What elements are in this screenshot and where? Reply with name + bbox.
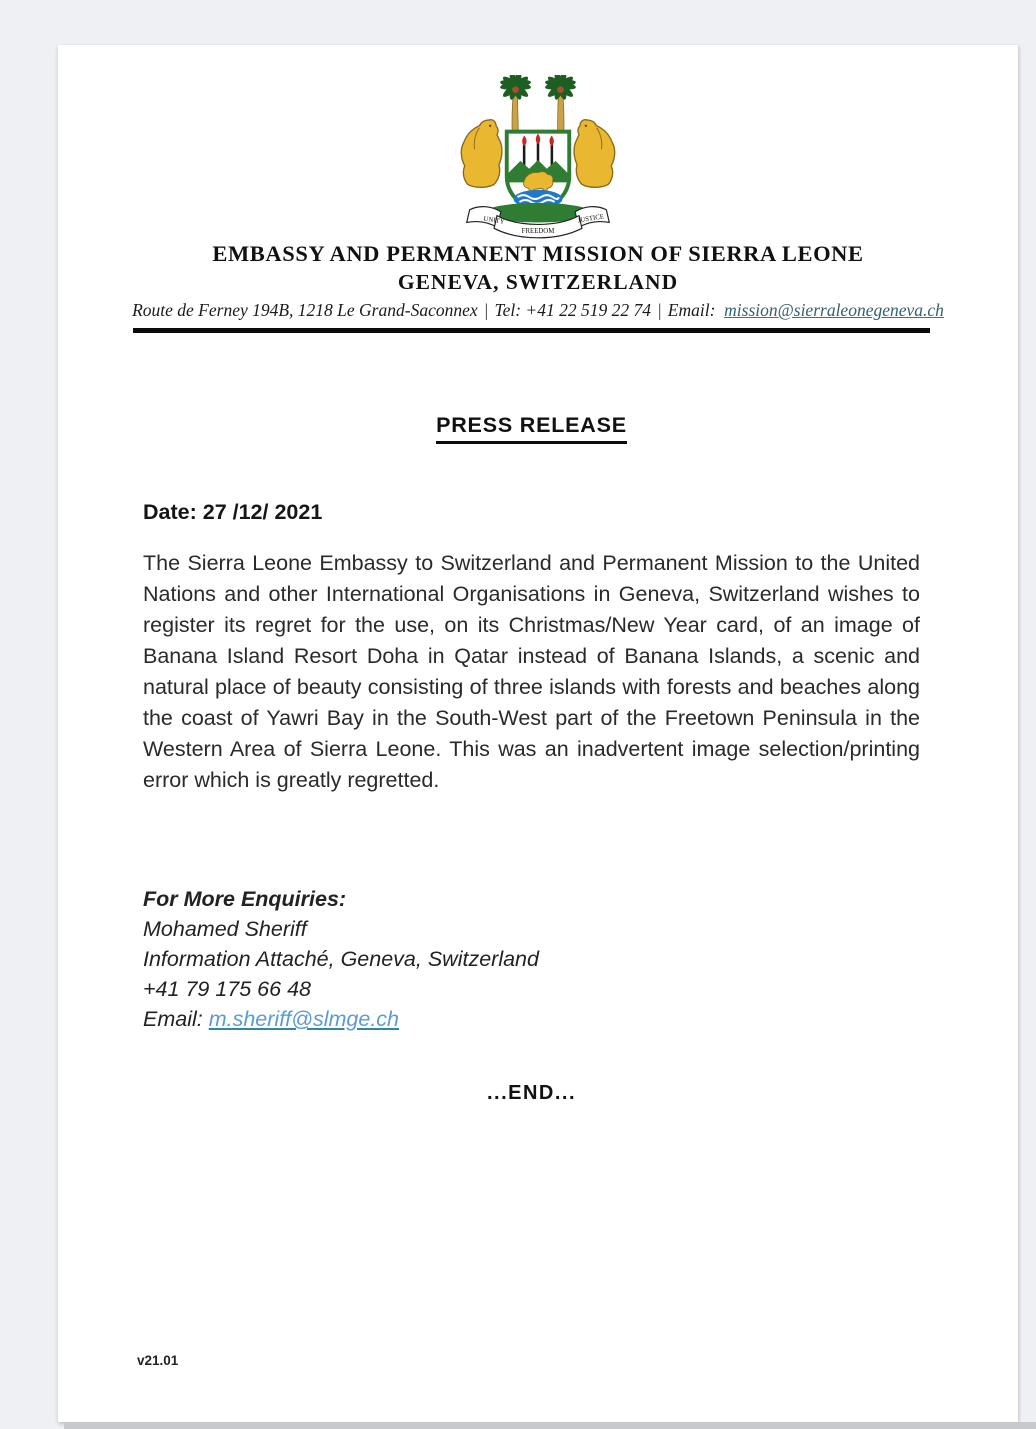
- end-marker: ...END...: [486, 1082, 577, 1104]
- motto-justice: JUSTICE: [577, 213, 605, 225]
- header-divider-rule: [133, 328, 930, 333]
- page-bottom-shadow: [64, 1422, 1036, 1429]
- enquiries-role: Information Attaché, Geneva, Switzerland: [143, 947, 539, 971]
- lion-supporter-right-icon: [574, 120, 615, 188]
- lion-supporter-left-icon: [461, 120, 502, 188]
- enquiries-name: Mohamed Sheriff: [143, 917, 307, 941]
- header-contact-line: [58, 300, 1018, 321]
- tel-text: Tel: +41 22 519 22 74: [494, 300, 651, 320]
- enquiries-email-line: [143, 1004, 920, 1034]
- email-label: Email:: [667, 300, 716, 320]
- version-label: v21.01: [137, 1353, 179, 1368]
- org-name-line2: GENEVA, SWITZERLAND: [397, 270, 679, 294]
- separator: |: [656, 300, 662, 320]
- separator: |: [483, 300, 489, 320]
- enquiries-heading: For More Enquiries:: [143, 887, 347, 911]
- document-sheet: [58, 45, 1018, 1422]
- date-line: Date: 27 /12/ 2021: [143, 500, 323, 524]
- contact-email-link[interactable]: m.sheriff@slmge.ch: [208, 1007, 400, 1031]
- org-name-line1: EMBASSY AND PERMANENT MISSION OF SIERRA LEONE: [212, 241, 864, 266]
- enquiries-block: [143, 884, 920, 1034]
- sierra-leone-coat-of-arms: [459, 75, 617, 241]
- shield-icon: [507, 132, 569, 213]
- motto-freedom: FREEDOM: [521, 228, 555, 236]
- enquiries-phone: +41 79 175 66 48: [143, 977, 311, 1001]
- header-email-link[interactable]: mission@sierraleonegeneva.ch: [724, 300, 944, 320]
- motto-unity: UNITY: [483, 215, 506, 226]
- page-title: PRESS RELEASE: [436, 413, 627, 444]
- body-paragraph: The Sierra Leone Embassy to Switzerland and Permanent Mission to the United Nations and other International Organisations in Geneva, Switzerland wishes to register its regret for the use, on its Christmas/New Year card, of an image of Banana Island Resort Doha in Qatar instead of Banana Islands, a scenic and natural place of beauty consisting of three islands with forests and beaches along the coast of Yawri Bay in the South-West part of the Freetown Peninsula in the Western Area of Sierra Leone. This was an inadvertent image selection/printing error which is greatly regretted.: [143, 551, 920, 792]
- address-text: Route de Ferney 194B, 1218 Le Grand-Saconnex: [132, 300, 478, 320]
- email-label: Email:: [143, 1007, 203, 1031]
